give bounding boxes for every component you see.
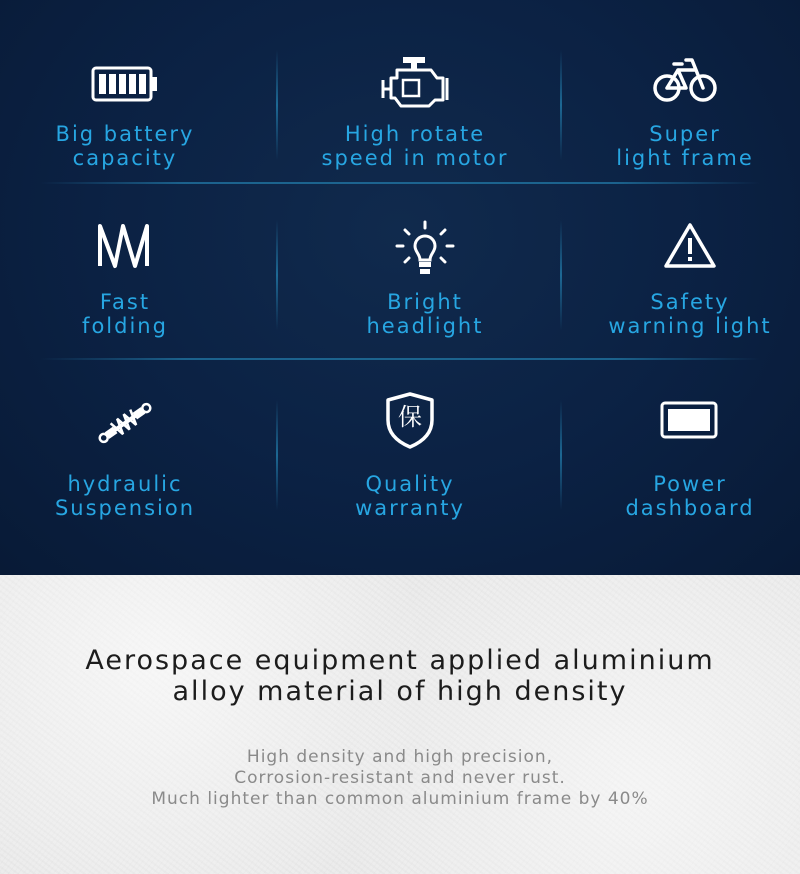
column-divider [276,50,278,160]
headline-line2: alloy material of high density [172,676,628,707]
battery-icon [91,64,159,104]
feature-label-line2: warranty [355,496,465,520]
feature-label-line2: dashboard [625,496,755,520]
feature-label [20,290,230,338]
bicycle-icon [652,54,718,104]
shock-absorber-icon [93,396,157,450]
feature-big-battery [20,50,230,180]
material-description [0,747,800,810]
feature-label [20,472,230,520]
feature-label [590,472,790,520]
column-divider [560,400,562,510]
column-divider [276,220,278,330]
feature-hydraulic-suspension [20,390,230,520]
material-headline [0,645,800,707]
feature-label-line1: Bright [387,290,463,314]
display-icon [660,400,720,440]
material-section [0,575,800,874]
feature-label-line1: Power [653,472,727,496]
warning-triangle-icon [662,220,718,270]
description-line2: Corrosion-resistant and never rust. [234,768,566,788]
feature-fast-folding [20,218,230,348]
description-line1: High density and high precision, [246,747,554,767]
feature-label-line2: folding [82,314,168,338]
feature-label-line1: Big battery [55,122,195,146]
column-divider [276,400,278,510]
shield-icon [382,390,438,450]
feature-label-line2: Suspension [54,496,196,520]
feature-super-light-frame [585,50,785,180]
feature-label [590,290,790,338]
feature-label-line1: Quality [365,472,455,496]
feature-label-line2: capacity [72,146,178,170]
feature-label-line2: light frame [616,146,754,170]
feature-bright-headlight [310,218,540,348]
feature-label-line2: warning light [608,314,772,338]
feature-label [300,472,520,520]
column-divider [560,220,562,330]
feature-label [20,122,230,170]
feature-safety-warning-light [590,218,790,348]
feature-label-line1: Super [649,122,721,146]
description-line3: Much lighter than common aluminium frame by 40% [151,789,649,809]
feature-quality-warranty [300,390,520,520]
folding-icon [95,220,155,270]
headline-line1: Aerospace equipment applied aluminium [85,645,715,676]
feature-label [300,122,530,170]
feature-power-dashboard [590,390,790,520]
feature-label [585,122,785,170]
row-divider [40,182,760,184]
feature-label-line1: Safety [650,290,730,314]
shield-glyph: 保 [398,403,422,431]
engine-icon [379,54,451,110]
feature-label [310,290,540,338]
feature-high-rotate-motor [300,50,530,180]
feature-label-line2: headlight [366,314,484,338]
feature-label-line1: High rotate [344,122,486,146]
feature-label-line1: hydraulic [67,472,183,496]
feature-label-line2: speed in motor [321,146,509,170]
feature-label-line1: Fast [99,290,151,314]
row-divider [40,358,760,360]
column-divider [560,50,562,160]
light-bulb-icon [393,218,457,276]
